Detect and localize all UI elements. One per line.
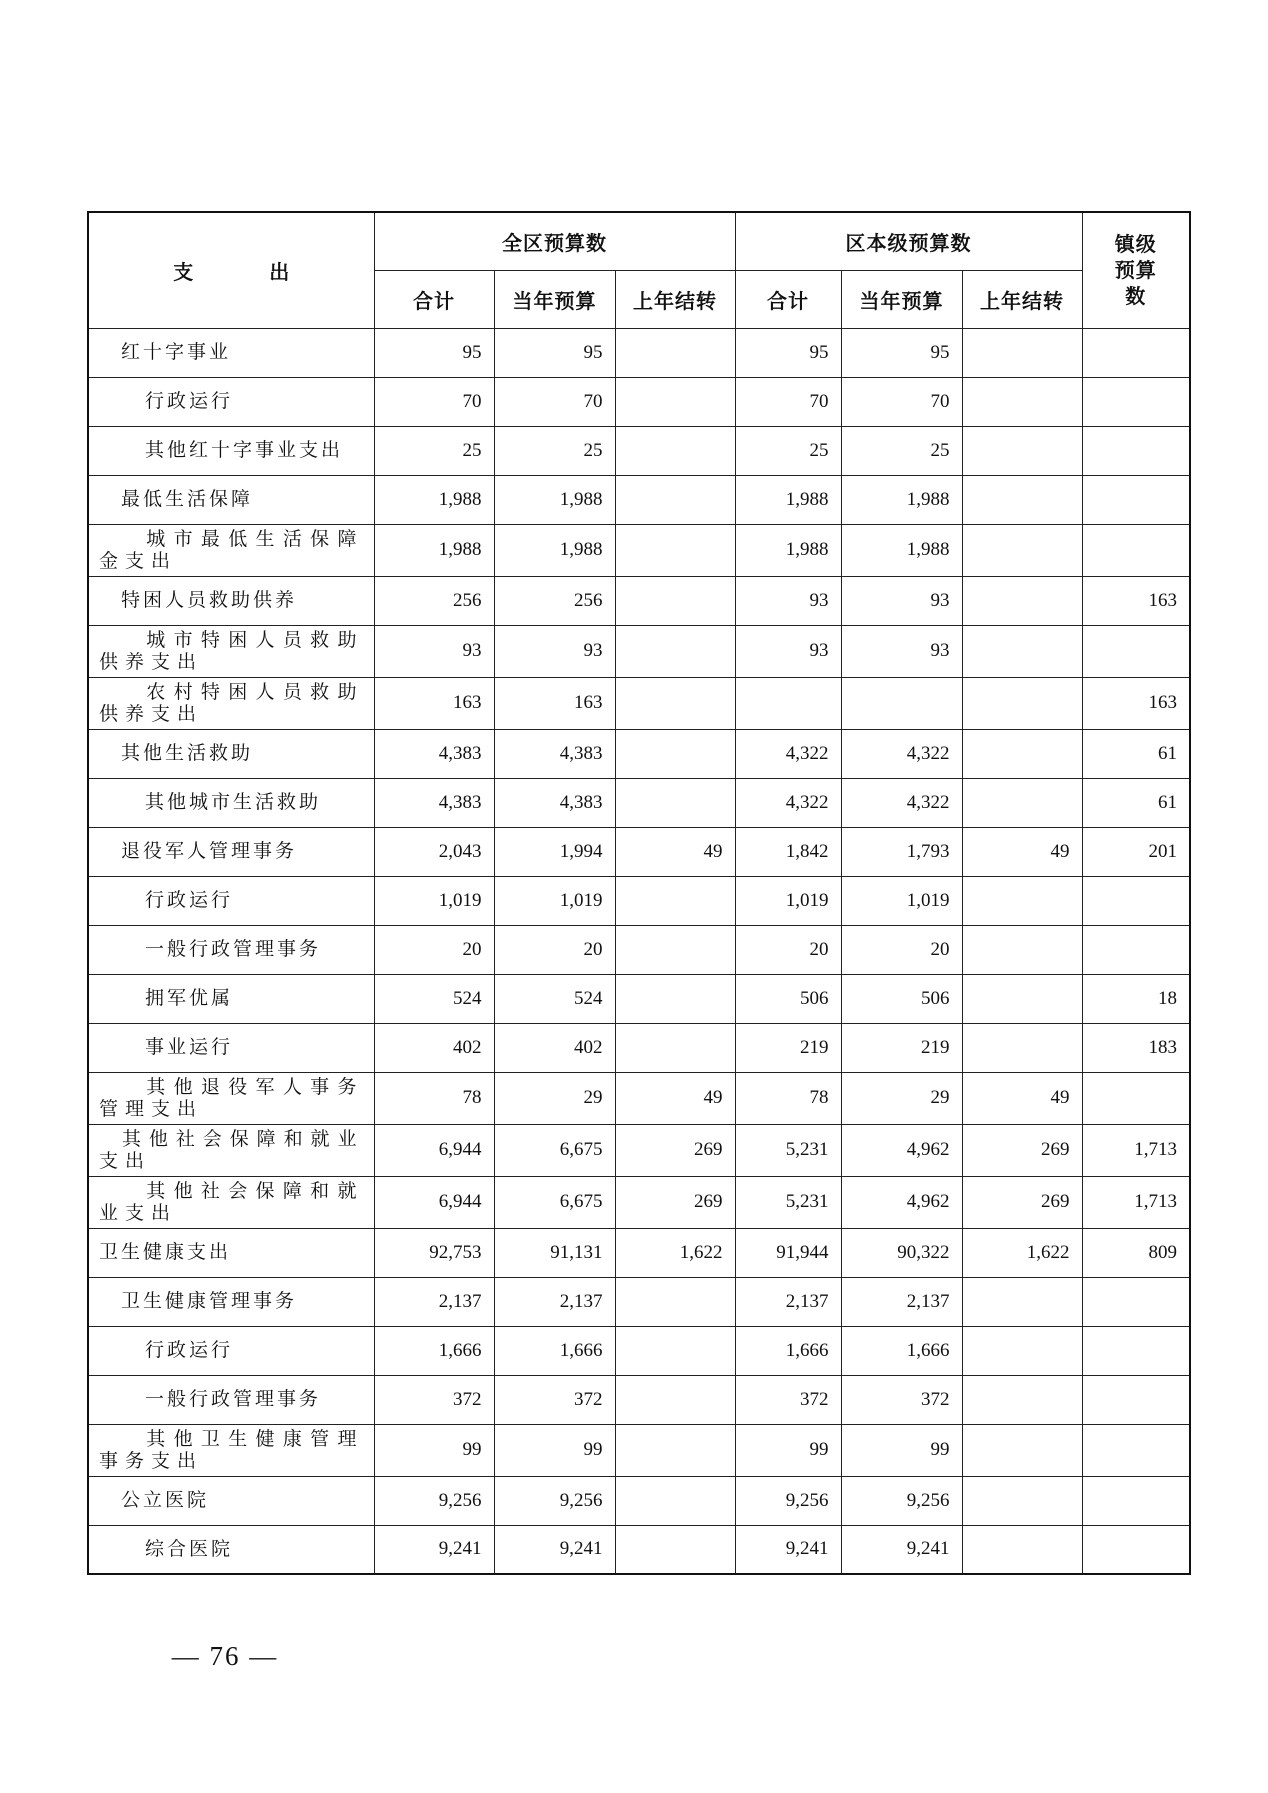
cell-town: 18 [1082, 974, 1190, 1023]
cell-all-total: 6,944 [374, 1124, 494, 1176]
cell-dist-current: 4,322 [841, 729, 962, 778]
table-row [88, 377, 1190, 426]
header-district-level: 区本级预算数 [735, 212, 1082, 270]
row-item-name [88, 677, 374, 729]
cell-dist-carry [962, 1375, 1082, 1424]
cell-town [1082, 1525, 1190, 1574]
table-row [88, 475, 1190, 524]
row-item-name-text: 农村特困人员救助供养支出 [99, 681, 364, 725]
cell-town: 201 [1082, 827, 1190, 876]
cell-all-current: 1,019 [494, 876, 615, 925]
row-item-name [88, 1424, 374, 1476]
table-row [88, 827, 1190, 876]
cell-all-current: 9,241 [494, 1525, 615, 1574]
cell-dist-total: 506 [735, 974, 841, 1023]
cell-all-carry [615, 377, 735, 426]
cell-dist-total: 95 [735, 328, 841, 377]
cell-all-current: 70 [494, 377, 615, 426]
cell-all-current: 256 [494, 576, 615, 625]
cell-dist-total: 5,231 [735, 1176, 841, 1228]
row-item-name-text: 其他社会保障和就业支出 [99, 1128, 364, 1172]
cell-all-current: 6,675 [494, 1124, 615, 1176]
cell-all-carry [615, 876, 735, 925]
table-row [88, 576, 1190, 625]
cell-town: 61 [1082, 729, 1190, 778]
cell-town [1082, 1277, 1190, 1326]
cell-dist-current: 20 [841, 925, 962, 974]
cell-town [1082, 1476, 1190, 1525]
row-item-name: 行政运行 [88, 1326, 374, 1375]
cell-dist-current: 95 [841, 328, 962, 377]
cell-town: 163 [1082, 576, 1190, 625]
cell-dist-total: 1,666 [735, 1326, 841, 1375]
cell-dist-carry [962, 625, 1082, 677]
table-row [88, 1476, 1190, 1525]
cell-dist-carry [962, 328, 1082, 377]
cell-town [1082, 426, 1190, 475]
cell-dist-carry [962, 1476, 1082, 1525]
cell-dist-total: 1,019 [735, 876, 841, 925]
cell-dist-current: 93 [841, 576, 962, 625]
cell-dist-total: 1,842 [735, 827, 841, 876]
cell-all-carry [615, 729, 735, 778]
cell-dist-carry: 49 [962, 1072, 1082, 1124]
cell-all-carry [615, 778, 735, 827]
cell-dist-current: 1,019 [841, 876, 962, 925]
cell-all-carry: 269 [615, 1124, 735, 1176]
table-row [88, 426, 1190, 475]
cell-town [1082, 377, 1190, 426]
cell-dist-carry [962, 925, 1082, 974]
cell-town [1082, 1424, 1190, 1476]
cell-all-total: 4,383 [374, 778, 494, 827]
cell-dist-carry: 269 [962, 1176, 1082, 1228]
row-item-name: 其他生活救助 [88, 729, 374, 778]
table-row [88, 1525, 1190, 1574]
header-dist-total: 合计 [735, 270, 841, 328]
cell-dist-current: 29 [841, 1072, 962, 1124]
cell-town: 809 [1082, 1228, 1190, 1277]
header-town-level [1082, 212, 1190, 328]
cell-dist-carry [962, 1525, 1082, 1574]
cell-all-total: 70 [374, 377, 494, 426]
row-item-name [88, 1124, 374, 1176]
cell-town [1082, 925, 1190, 974]
cell-dist-total: 93 [735, 576, 841, 625]
cell-dist-current [841, 677, 962, 729]
cell-all-carry [615, 1023, 735, 1072]
row-item-name: 行政运行 [88, 377, 374, 426]
cell-dist-current: 4,962 [841, 1176, 962, 1228]
cell-all-total: 9,256 [374, 1476, 494, 1525]
cell-all-carry [615, 1326, 735, 1375]
cell-dist-carry [962, 974, 1082, 1023]
cell-dist-current: 1,666 [841, 1326, 962, 1375]
cell-all-carry: 1,622 [615, 1228, 735, 1277]
cell-all-total: 92,753 [374, 1228, 494, 1277]
cell-town: 1,713 [1082, 1176, 1190, 1228]
cell-all-total: 163 [374, 677, 494, 729]
cell-dist-carry [962, 475, 1082, 524]
table-row [88, 1176, 1190, 1228]
cell-town: 163 [1082, 677, 1190, 729]
row-item-name: 其他城市生活救助 [88, 778, 374, 827]
header-dist-carry: 上年结转 [962, 270, 1082, 328]
row-item-name: 退役军人管理事务 [88, 827, 374, 876]
cell-town [1082, 625, 1190, 677]
cell-all-total: 6,944 [374, 1176, 494, 1228]
cell-town [1082, 1375, 1190, 1424]
cell-all-current: 6,675 [494, 1176, 615, 1228]
cell-all-carry [615, 925, 735, 974]
table-row [88, 1424, 1190, 1476]
cell-dist-total [735, 677, 841, 729]
cell-town: 61 [1082, 778, 1190, 827]
cell-dist-current: 4,962 [841, 1124, 962, 1176]
header-all-current: 当年预算 [494, 270, 615, 328]
cell-dist-total: 5,231 [735, 1124, 841, 1176]
cell-all-carry: 49 [615, 827, 735, 876]
cell-dist-current: 4,322 [841, 778, 962, 827]
cell-all-current: 4,383 [494, 778, 615, 827]
cell-dist-carry: 1,622 [962, 1228, 1082, 1277]
header-row-1 [88, 212, 1190, 270]
header-dist-current: 当年预算 [841, 270, 962, 328]
cell-dist-total: 4,322 [735, 729, 841, 778]
cell-town [1082, 1326, 1190, 1375]
cell-all-carry [615, 576, 735, 625]
cell-all-current: 163 [494, 677, 615, 729]
row-item-name-text: 城市最低生活保障金支出 [99, 528, 364, 572]
cell-all-current: 402 [494, 1023, 615, 1072]
cell-dist-current: 9,256 [841, 1476, 962, 1525]
cell-town [1082, 475, 1190, 524]
cell-all-carry [615, 677, 735, 729]
row-item-name: 红十字事业 [88, 328, 374, 377]
budget-table-container [87, 211, 1189, 1575]
cell-all-total: 402 [374, 1023, 494, 1072]
row-item-name-text: 其他社会保障和就业支出 [99, 1180, 364, 1224]
cell-dist-carry [962, 1277, 1082, 1326]
cell-dist-carry [962, 1023, 1082, 1072]
cell-dist-current: 9,241 [841, 1525, 962, 1574]
row-item-name-text: 城市特困人员救助供养支出 [99, 629, 364, 673]
cell-dist-current: 1,988 [841, 524, 962, 576]
cell-dist-carry [962, 677, 1082, 729]
row-item-name: 卫生健康支出 [88, 1228, 374, 1277]
cell-dist-current: 93 [841, 625, 962, 677]
cell-all-current: 9,256 [494, 1476, 615, 1525]
cell-dist-current: 506 [841, 974, 962, 1023]
cell-all-carry [615, 1375, 735, 1424]
table-row [88, 1326, 1190, 1375]
cell-all-total: 1,666 [374, 1326, 494, 1375]
table-row [88, 1072, 1190, 1124]
row-item-name [88, 625, 374, 677]
cell-all-carry [615, 625, 735, 677]
cell-dist-total: 219 [735, 1023, 841, 1072]
cell-dist-carry [962, 876, 1082, 925]
header-supply: 支 出 [88, 212, 374, 328]
row-item-name [88, 524, 374, 576]
row-item-name-text: 其他卫生健康管理事务支出 [99, 1428, 364, 1472]
row-item-name: 一般行政管理事务 [88, 925, 374, 974]
table-row [88, 1277, 1190, 1326]
cell-town [1082, 328, 1190, 377]
cell-town: 183 [1082, 1023, 1190, 1072]
cell-all-total: 256 [374, 576, 494, 625]
table-row [88, 778, 1190, 827]
row-item-name: 拥军优属 [88, 974, 374, 1023]
cell-dist-carry [962, 576, 1082, 625]
row-item-name [88, 1176, 374, 1228]
cell-all-current: 1,994 [494, 827, 615, 876]
cell-town: 1,713 [1082, 1124, 1190, 1176]
cell-all-carry [615, 1277, 735, 1326]
cell-dist-total: 70 [735, 377, 841, 426]
row-item-name: 特困人员救助供养 [88, 576, 374, 625]
cell-all-carry: 269 [615, 1176, 735, 1228]
cell-all-current: 91,131 [494, 1228, 615, 1277]
cell-dist-total: 93 [735, 625, 841, 677]
cell-all-total: 1,019 [374, 876, 494, 925]
table-row [88, 625, 1190, 677]
row-item-name: 综合医院 [88, 1525, 374, 1574]
cell-dist-current: 99 [841, 1424, 962, 1476]
cell-all-total: 372 [374, 1375, 494, 1424]
row-item-name: 行政运行 [88, 876, 374, 925]
cell-dist-carry [962, 729, 1082, 778]
cell-all-total: 25 [374, 426, 494, 475]
cell-all-carry [615, 1525, 735, 1574]
cell-all-total: 20 [374, 925, 494, 974]
cell-dist-current: 1,793 [841, 827, 962, 876]
cell-all-current: 99 [494, 1424, 615, 1476]
cell-dist-total: 9,256 [735, 1476, 841, 1525]
table-body [88, 328, 1190, 1574]
cell-all-current: 29 [494, 1072, 615, 1124]
cell-dist-carry: 269 [962, 1124, 1082, 1176]
row-item-name-text: 其他退役军人事务管理支出 [99, 1076, 364, 1120]
row-item-name: 其他红十字事业支出 [88, 426, 374, 475]
cell-town [1082, 1072, 1190, 1124]
cell-all-current: 1,666 [494, 1326, 615, 1375]
row-item-name: 公立医院 [88, 1476, 374, 1525]
row-item-name: 最低生活保障 [88, 475, 374, 524]
cell-town [1082, 876, 1190, 925]
cell-dist-total: 25 [735, 426, 841, 475]
cell-all-current: 524 [494, 974, 615, 1023]
cell-all-total: 2,137 [374, 1277, 494, 1326]
cell-dist-current: 2,137 [841, 1277, 962, 1326]
cell-dist-total: 99 [735, 1424, 841, 1476]
cell-dist-total: 372 [735, 1375, 841, 1424]
cell-all-current: 95 [494, 328, 615, 377]
cell-dist-total: 9,241 [735, 1525, 841, 1574]
cell-town [1082, 524, 1190, 576]
table-row [88, 328, 1190, 377]
cell-dist-current: 90,322 [841, 1228, 962, 1277]
page-number: — 76 — [171, 1641, 279, 1671]
cell-dist-total: 20 [735, 925, 841, 974]
cell-dist-total: 2,137 [735, 1277, 841, 1326]
cell-dist-carry [962, 524, 1082, 576]
table-row [88, 677, 1190, 729]
cell-all-current: 1,988 [494, 524, 615, 576]
cell-all-carry [615, 974, 735, 1023]
cell-dist-current: 372 [841, 1375, 962, 1424]
header-town-level-text: 镇级预算数 [1114, 232, 1157, 309]
row-item-name: 卫生健康管理事务 [88, 1277, 374, 1326]
expenditure-budget-table [87, 211, 1191, 1575]
row-item-name: 一般行政管理事务 [88, 1375, 374, 1424]
header-all-district: 全区预算数 [374, 212, 735, 270]
table-row [88, 925, 1190, 974]
table-row [88, 1023, 1190, 1072]
cell-dist-current: 1,988 [841, 475, 962, 524]
cell-dist-carry [962, 1424, 1082, 1476]
cell-all-carry [615, 328, 735, 377]
row-item-name [88, 1072, 374, 1124]
cell-dist-current: 219 [841, 1023, 962, 1072]
cell-dist-carry [962, 1326, 1082, 1375]
cell-all-current: 20 [494, 925, 615, 974]
cell-dist-current: 25 [841, 426, 962, 475]
cell-all-current: 4,383 [494, 729, 615, 778]
cell-dist-carry [962, 377, 1082, 426]
cell-all-total: 78 [374, 1072, 494, 1124]
cell-all-total: 4,383 [374, 729, 494, 778]
cell-all-carry [615, 475, 735, 524]
table-row [88, 876, 1190, 925]
cell-all-current: 93 [494, 625, 615, 677]
cell-dist-carry [962, 778, 1082, 827]
cell-all-current: 372 [494, 1375, 615, 1424]
cell-dist-total: 78 [735, 1072, 841, 1124]
cell-dist-carry: 49 [962, 827, 1082, 876]
cell-all-carry [615, 1476, 735, 1525]
cell-all-total: 524 [374, 974, 494, 1023]
cell-all-total: 95 [374, 328, 494, 377]
table-row [88, 1375, 1190, 1424]
cell-all-carry: 49 [615, 1072, 735, 1124]
cell-all-total: 1,988 [374, 475, 494, 524]
cell-all-current: 1,988 [494, 475, 615, 524]
cell-dist-total: 1,988 [735, 524, 841, 576]
table-row [88, 1228, 1190, 1277]
table-row [88, 524, 1190, 576]
cell-dist-carry [962, 426, 1082, 475]
table-row [88, 1124, 1190, 1176]
cell-dist-current: 70 [841, 377, 962, 426]
cell-all-total: 2,043 [374, 827, 494, 876]
cell-all-total: 93 [374, 625, 494, 677]
header-all-total: 合计 [374, 270, 494, 328]
cell-dist-total: 4,322 [735, 778, 841, 827]
cell-all-current: 25 [494, 426, 615, 475]
cell-all-current: 2,137 [494, 1277, 615, 1326]
table-row [88, 974, 1190, 1023]
header-all-carry: 上年结转 [615, 270, 735, 328]
cell-all-total: 1,988 [374, 524, 494, 576]
table-row [88, 729, 1190, 778]
cell-all-carry [615, 524, 735, 576]
cell-dist-total: 91,944 [735, 1228, 841, 1277]
cell-all-total: 9,241 [374, 1525, 494, 1574]
cell-all-total: 99 [374, 1424, 494, 1476]
row-item-name: 事业运行 [88, 1023, 374, 1072]
cell-dist-total: 1,988 [735, 475, 841, 524]
cell-all-carry [615, 426, 735, 475]
cell-all-carry [615, 1424, 735, 1476]
